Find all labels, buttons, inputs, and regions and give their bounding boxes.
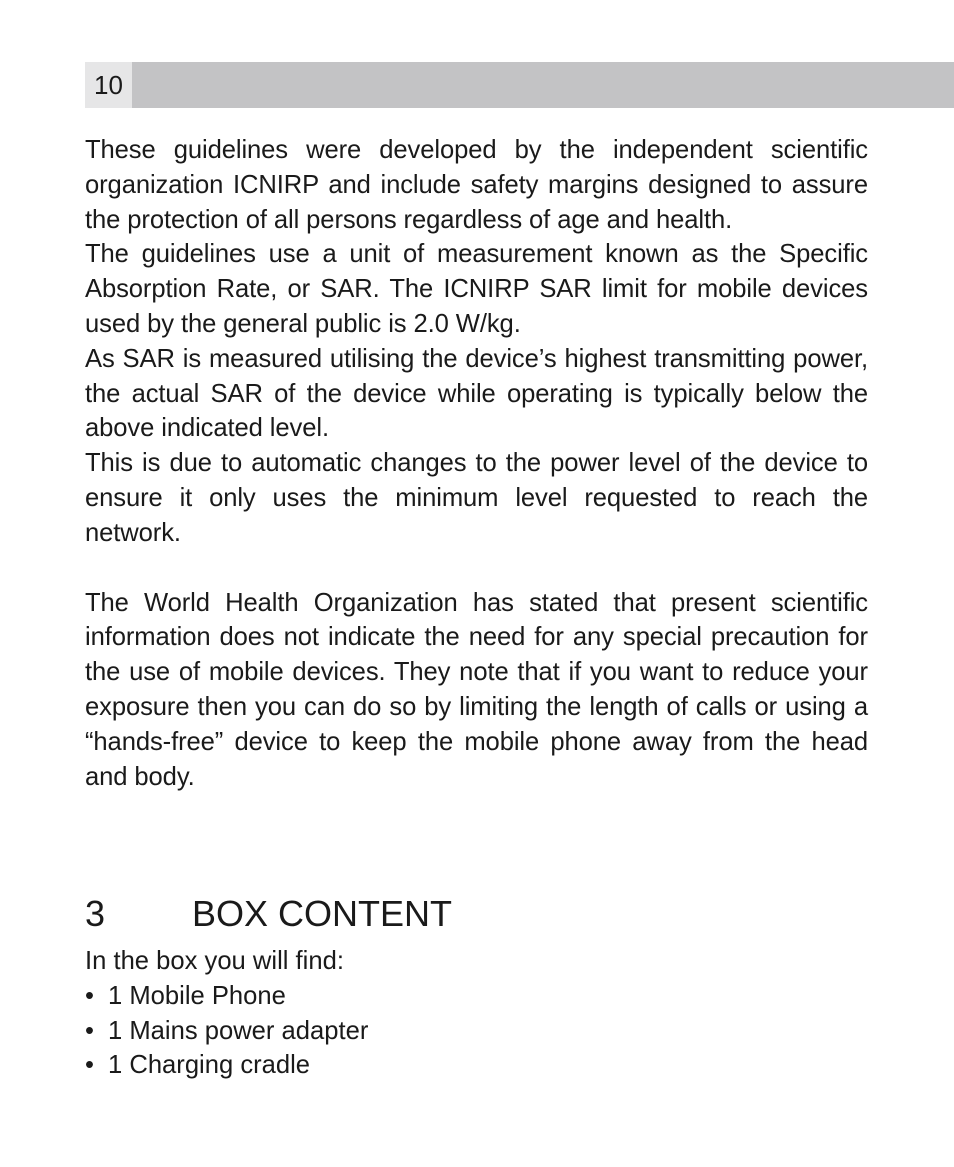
list-item — [85, 1048, 868, 1083]
list-item — [85, 1014, 868, 1049]
paragraph-who-statement: The World Health Organization has stated that present scientific information does not indicate the need for any special precaution for the use of mobile devices. They note that if you want to reduce your exposure then you can do so by limiting the length of calls or using a “hands-free” device to keep the mobile phone away from the head and body. — [85, 588, 868, 791]
list-item-label: 1 Charging cradle — [108, 1051, 311, 1080]
bullet-icon: • — [85, 1016, 94, 1045]
box-content-list — [85, 979, 868, 1083]
paragraph-sar-measurement: As SAR is measured utilising the device’s highest transmitting power, the actual SAR of the device while operating is typically below the above indicated level. — [85, 344, 868, 443]
list-item-label: 1 Mobile Phone — [108, 981, 286, 1010]
section-number: 3 — [85, 893, 106, 934]
body-text — [85, 133, 868, 794]
page-header-bar — [85, 62, 954, 108]
bullet-icon: • — [85, 981, 94, 1010]
list-item-label: 1 Mains power adapter — [108, 1016, 369, 1045]
paragraph-sar-definition: The guidelines use a unit of measurement known as the Specific Absorption Rate, or SAR. The ICNIRP SAR limit for mobile devices used by the general public is 2.0 W/kg. — [85, 240, 868, 338]
paragraph-icnirp-guidelines: These guidelines were developed by the independent scientific organization ICNIRP and include safety margins designed to assure the protection of all persons regardless of age and health. — [85, 136, 868, 234]
paragraph-spacer — [85, 551, 868, 586]
page-number: 10 — [85, 62, 132, 108]
bullet-icon: • — [85, 1051, 94, 1080]
section-heading — [85, 890, 452, 938]
box-content-block — [85, 944, 868, 1083]
box-content-intro: In the box you will find: — [85, 947, 344, 975]
paragraph-power-level: This is due to automatic changes to the power level of the device to ensure it only uses the minimum level requested to reach the network. — [85, 449, 868, 547]
section-title: BOX CONTENT — [192, 893, 453, 934]
list-item — [85, 979, 868, 1014]
